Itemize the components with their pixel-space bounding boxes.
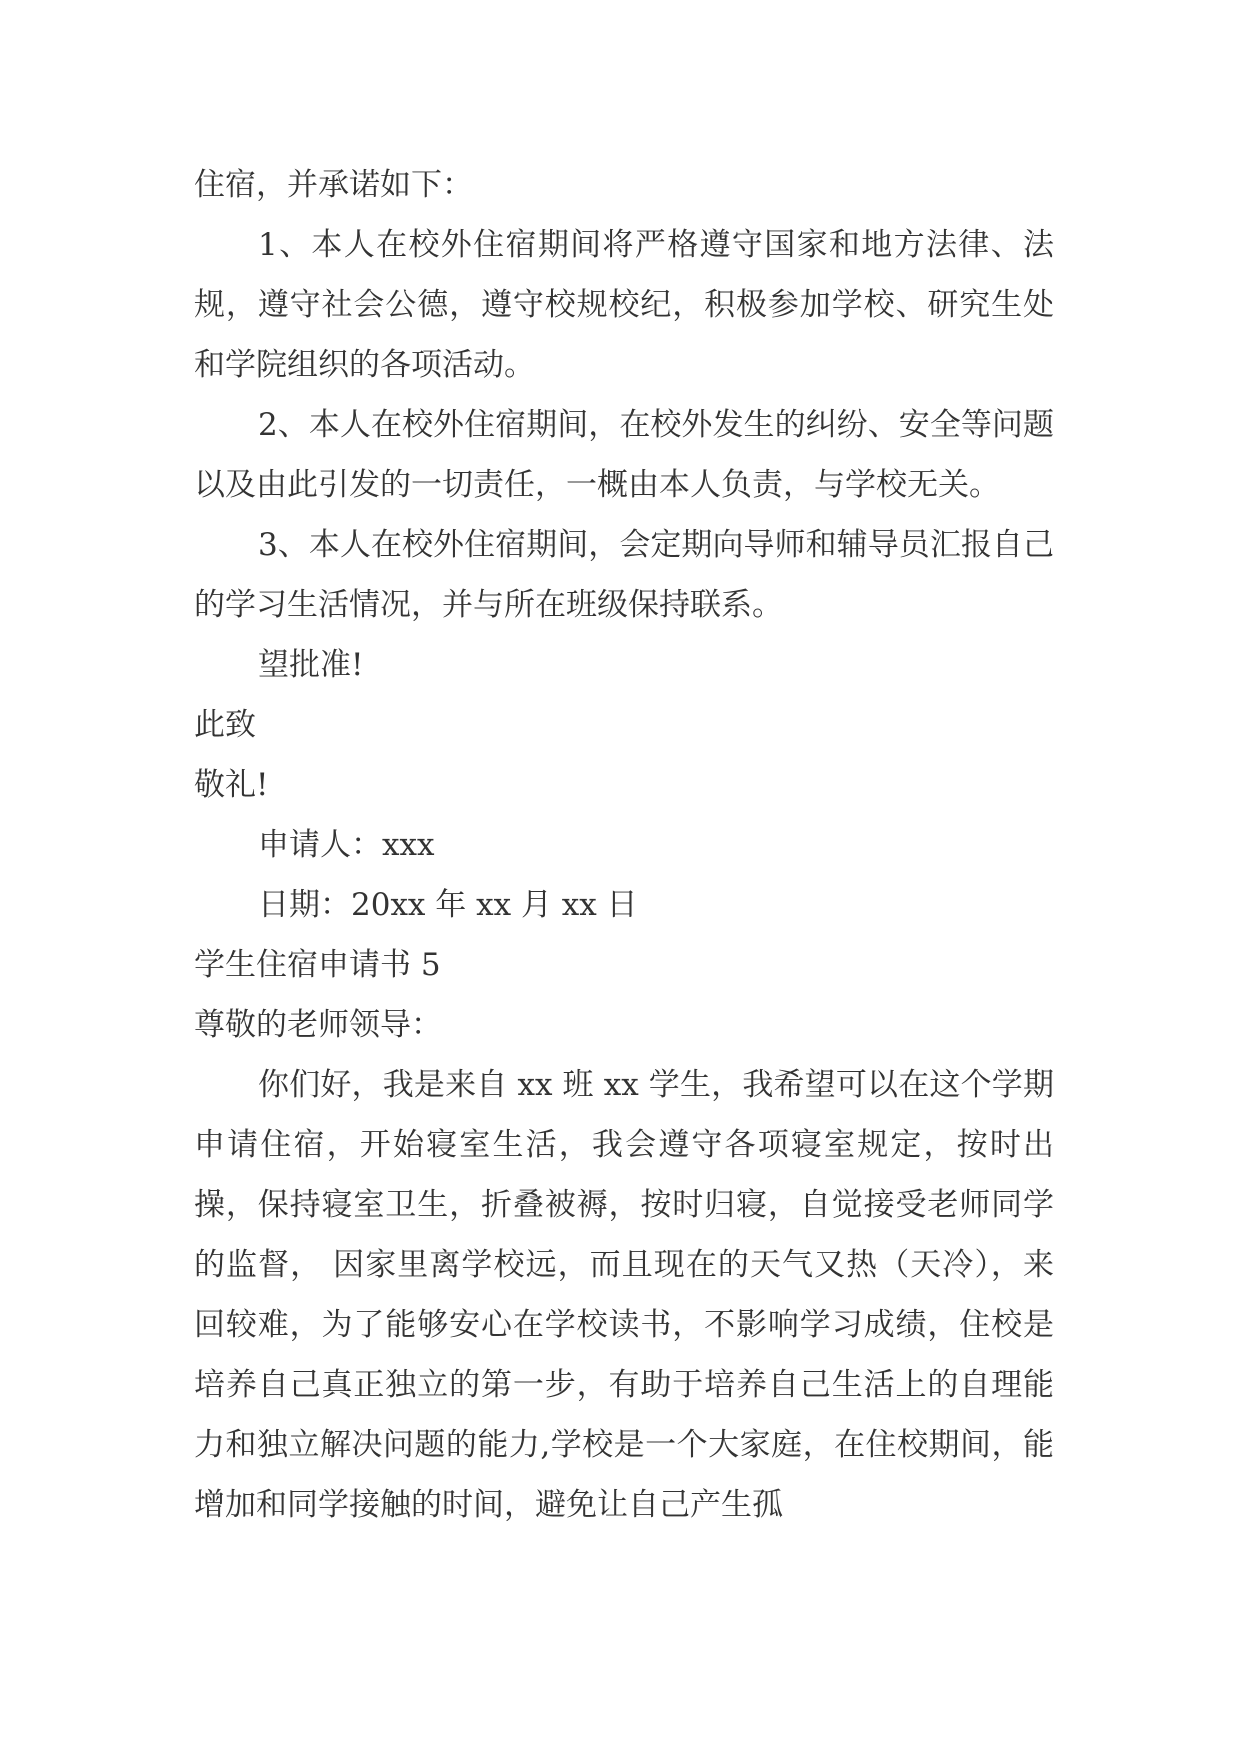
section-title: 学生住宿申请书 5 (194, 947, 441, 983)
closing-salutation: 此致 (194, 707, 256, 743)
applicant-line: 申请人：xxx (258, 827, 435, 863)
document-body (194, 155, 1054, 1535)
paragraph-continuation: 住宿，并承诺如下： (194, 167, 473, 203)
closing-regards: 敬礼! (194, 767, 269, 803)
letter-body: 你们好，我是来自 xx 班 xx 学生，我希望可以在这个学期申请住宿，开始寝室生活，我会遵守各项寝室规定，按时出操，保持寝室卫生，折叠被褥，按时归寝，自觉接受老师同学的监督， 因家里离学校远，而且现在的天气又热（天冷），来回较难，为了能够安心在学校读书，不影响学习成绩，住校是培养自己真正独立的第一步，有助于培养自己生活上的自理能力和独立解决问题的能力,学校是一个大家庭，在住校期间，能增加和同学接触的时间，避免让自己产生孤 (194, 1067, 1054, 1523)
approval-request: 望批准! (258, 647, 364, 683)
promise-item-3: 3、本人在校外住宿期间，会定期向导师和辅导员汇报自己的学习生活情况，并与所在班级保持联系。 (194, 527, 1054, 623)
date-line: 日期：20xx 年 xx 月 xx 日 (258, 887, 638, 923)
promise-item-2: 2、本人在校外住宿期间，在校外发生的纠纷、安全等问题以及由此引发的一切责任，一概由本人负责，与学校无关。 (194, 407, 1054, 503)
promise-item-1: 1、本人在校外住宿期间将严格遵守国家和地方法律、法规，遵守社会公德，遵守校规校纪，积极参加学校、研究生处和学院组织的各项活动。 (194, 227, 1054, 383)
letter-greeting: 尊敬的老师领导： (194, 1007, 442, 1043)
